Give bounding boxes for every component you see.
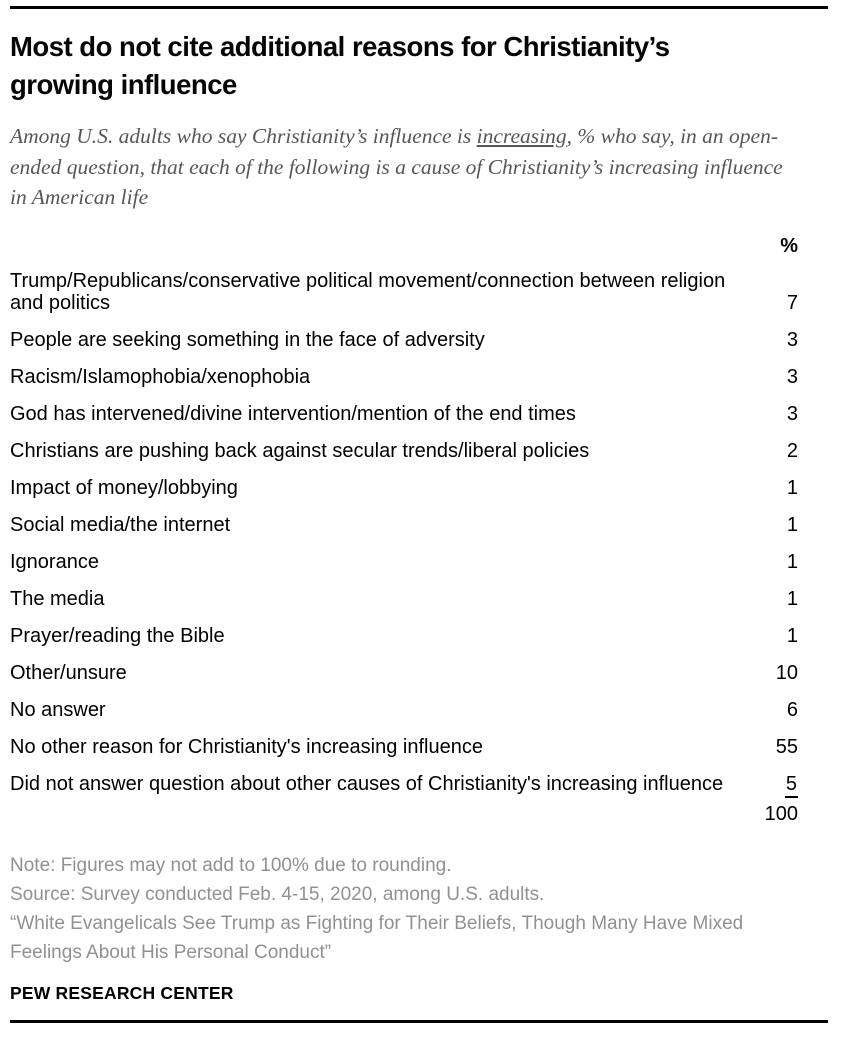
row-label: Social media/the internet bbox=[10, 513, 231, 536]
table-row bbox=[10, 588, 828, 610]
page-title bbox=[10, 28, 834, 104]
row-value: 3 bbox=[786, 328, 798, 351]
pew-research-center-wordmark: PEW RESEARCH CENTER bbox=[10, 982, 234, 1003]
row-label: God has intervened/divine intervention/mention of the end times bbox=[10, 402, 576, 425]
table-row bbox=[10, 736, 828, 758]
row-value: 1 bbox=[786, 476, 798, 499]
bottom-rule bbox=[10, 1020, 828, 1023]
table-row bbox=[10, 514, 828, 536]
row-value: 3 bbox=[786, 402, 798, 425]
table-row bbox=[10, 329, 828, 351]
table-header-row bbox=[10, 235, 828, 257]
row-label: Racism/Islamophobia/xenophobia bbox=[10, 365, 311, 388]
table-row bbox=[10, 366, 828, 388]
row-label: No other reason for Christianity's increasing influence bbox=[10, 735, 483, 758]
row-value: 6 bbox=[786, 698, 798, 721]
row-label: The media bbox=[10, 587, 105, 610]
table-rows bbox=[10, 270, 828, 795]
table-row bbox=[10, 270, 828, 314]
row-value: 55 bbox=[775, 735, 798, 758]
table-total-row bbox=[10, 803, 828, 825]
row-value: 1 bbox=[786, 513, 798, 536]
table-row bbox=[10, 773, 828, 795]
pew-table-card bbox=[0, 6, 844, 1023]
row-value: 1 bbox=[786, 624, 798, 647]
total-value: 100 bbox=[764, 802, 798, 825]
subtitle-underlined-word: increasing bbox=[476, 124, 567, 148]
data-table bbox=[10, 235, 828, 825]
subtitle-pre: Among U.S. adults who say Christianity’s influence is bbox=[10, 124, 477, 148]
row-label: No answer bbox=[10, 698, 106, 721]
title-line-1: Most do not cite additional reasons for Christianity’s bbox=[10, 31, 670, 62]
row-value: 3 bbox=[786, 365, 798, 388]
source-line: Source: Survey conducted Feb. 4-15, 2020, among U.S. adults. bbox=[10, 883, 545, 905]
row-label: Prayer/reading the Bible bbox=[10, 624, 225, 647]
row-value: 10 bbox=[775, 661, 798, 684]
row-label: Impact of money/lobbying bbox=[10, 476, 238, 499]
row-value: 5 bbox=[740, 773, 828, 795]
row-value: 1 bbox=[786, 550, 798, 573]
row-label: Christians are pushing back against secular trends/liberal policies bbox=[10, 439, 590, 462]
percent-column-header: % bbox=[780, 234, 798, 257]
row-value: 2 bbox=[786, 439, 798, 462]
subtitle bbox=[10, 121, 800, 213]
row-value: 7 bbox=[786, 291, 798, 314]
report-title-line: “White Evangelicals See Trump as Fighting for Their Beliefs, Though Many Have Mixed Feelings About His Personal Conduct” bbox=[10, 912, 744, 963]
row-label: Ignorance bbox=[10, 550, 99, 573]
row-label: People are seeking something in the face of adversity bbox=[10, 328, 485, 351]
note-line: Note: Figures may not add to 100% due to rounding. bbox=[10, 854, 452, 876]
row-value: 1 bbox=[786, 587, 798, 610]
top-rule bbox=[10, 6, 828, 9]
title-line-2: growing influence bbox=[10, 69, 237, 100]
table-row bbox=[10, 625, 828, 647]
table-row bbox=[10, 477, 828, 499]
row-label: Trump/Republicans/conservative political movement/connection between religion and politics bbox=[10, 269, 726, 314]
row-label: Did not answer question about other causes of Christianity's increasing influence bbox=[10, 772, 724, 795]
table-row bbox=[10, 662, 828, 684]
footnotes bbox=[10, 851, 820, 967]
table-row bbox=[10, 699, 828, 721]
subtitle-post: , % who say, in an open-ended question, that each of the following is a cause of Christianity’s increasing influence in American life bbox=[10, 124, 783, 209]
table-row bbox=[10, 551, 828, 573]
table-row bbox=[10, 440, 828, 462]
table-row bbox=[10, 403, 828, 425]
row-label: Other/unsure bbox=[10, 661, 127, 684]
